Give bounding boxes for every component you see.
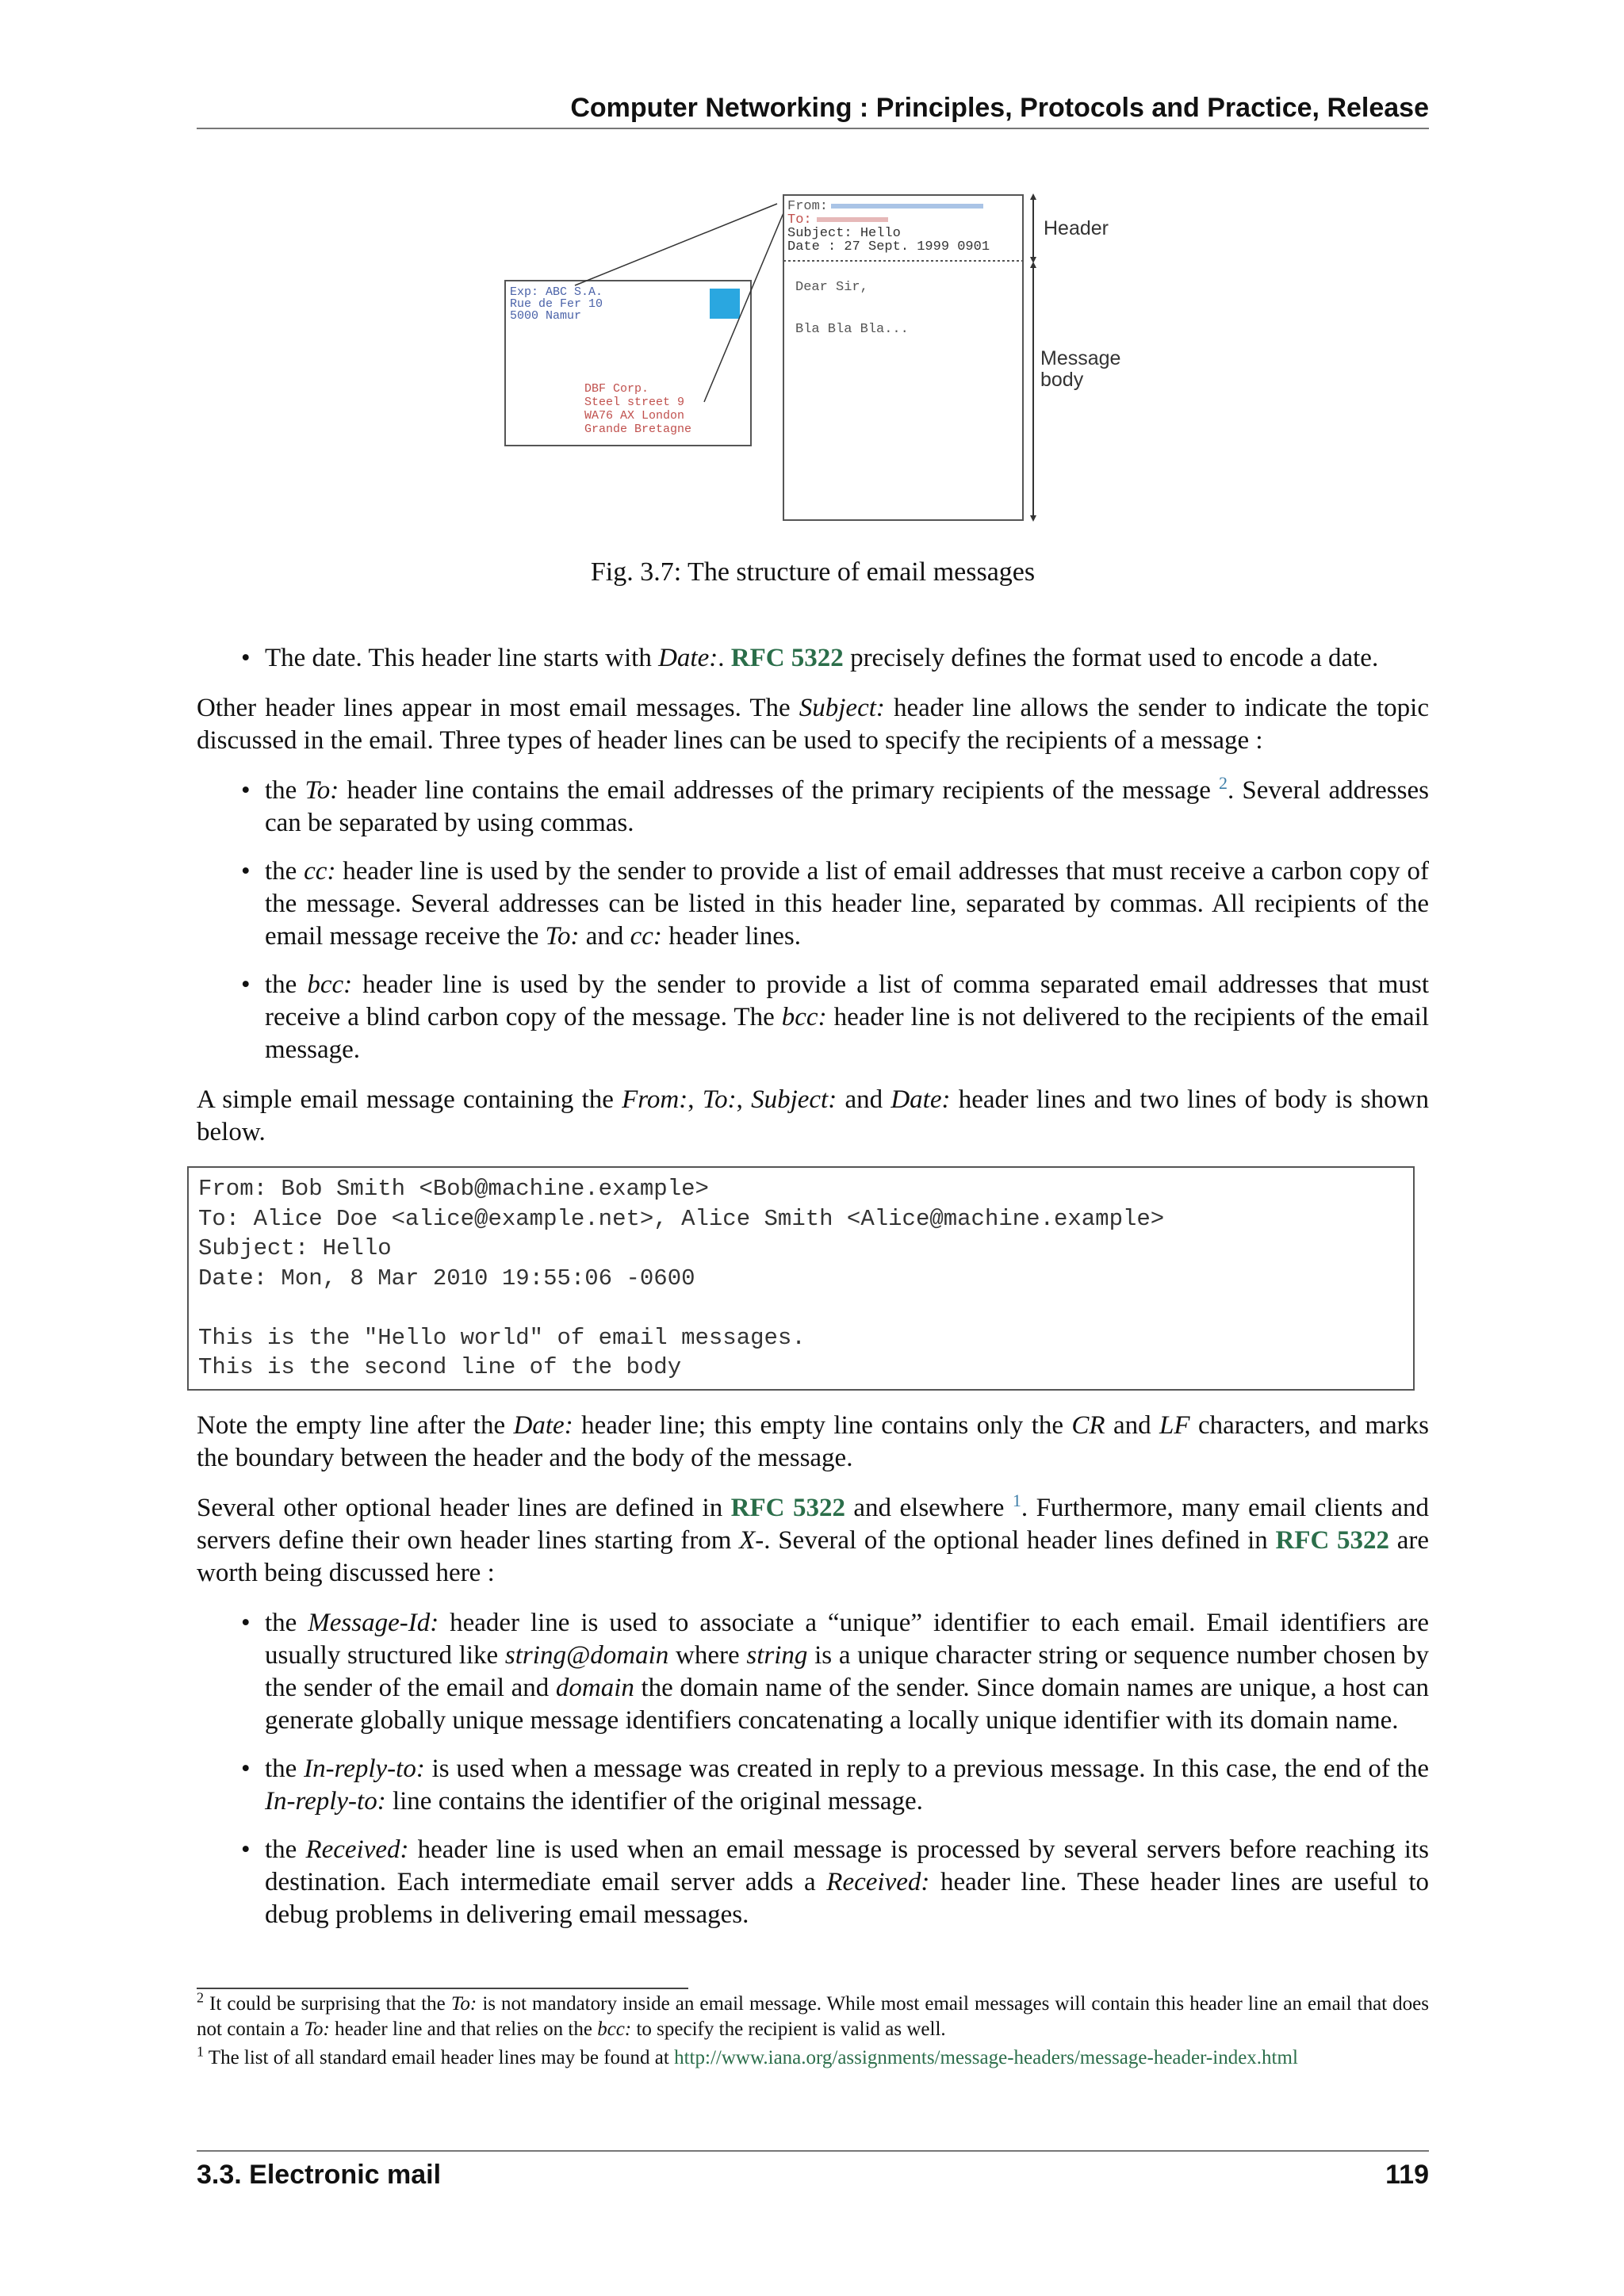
paragraph: Several other optional header lines are defined in RFC 5322 and elsewhere $^1$. Furthermore, many email clients and servers define their own header lines starting from X-. Several of the optional header lines defined in RFC 5322 are worth being discussed here : [197,1490,1429,1587]
bullet-list [197,1607,1429,1931]
paragraph: A simple email message containing the From:, To:, Subject: and Date: header lines and two lines of body is shown below. [197,1085,1430,1146]
code-line: Date: Mon, 8 Mar 2010 19:55:06 -0600 [198,1265,695,1292]
email-header-line: From: [787,199,829,214]
main-content [197,642,1429,1949]
running-header: Computer Networking : Principles, Protocols and Practice, Release [570,93,1429,123]
bullet-list [197,642,1429,675]
header-rule [197,128,1429,129]
list-item: • the To: header line contains the email addresses of the primary recipients of the message $^2$. Several addresses can be separated by using commas. [265,775,1429,840]
code-block [187,1166,1415,1391]
footnote-ref[interactable]: 2 [1219,773,1228,793]
figure-svg [500,192,1134,525]
recipient-line: WA76 AX London [584,409,685,423]
code-line: To: Alice Doe <alice@example.net>, Alice Smith <Alice@machine.example> [198,1205,1165,1232]
arrow-icon [1030,515,1036,522]
email-body-line: Bla Bla Bla... [795,322,909,337]
sender-line: 5000 Namur [510,309,582,323]
connector-line [575,204,777,285]
email-structure-figure [500,192,1134,525]
rfc-link[interactable]: RFC 5322 [730,1493,845,1522]
header-label: Header [1044,217,1109,239]
message-body-label: body [1040,369,1084,391]
footer-rule [197,2150,1429,2152]
email-header-line: Date : 27 Sept. 1999 0901 [787,239,990,254]
code-line [198,1293,1413,1323]
code-line: Subject: Hello [198,1235,392,1261]
paragraph: Note the empty line after the Date: header line; this empty line contains only the CR and LF characters, and marks the boundary between the header and the body of the message. [197,1410,1429,1472]
stamp [710,289,740,319]
arrow-icon [1030,193,1036,200]
email-header-line: Subject: Hello [787,226,901,241]
code-line: From: Bob Smith <Bob@machine.example> [198,1176,709,1202]
sender-line: Exp: ABC S.A. [510,285,603,299]
iana-link[interactable]: http://www.iana.org/assignments/message-headers/message-header-index.html [674,2047,1298,2068]
code-line: This is the "Hello world" of email messages. [198,1324,806,1351]
running-footer [197,2156,1429,2193]
footnote-2: $^2$ It could be surprising that the To: is not mandatory inside an email message. While most email messages will contain this header line an email that does not contain a To: header line and that relies on the bcc: to specify the recipient is valid as well. [197,1989,1429,2040]
list-item: • The date. This header line starts with Date:. RFC 5322 precisely defines the format used to encode a date. [265,642,1429,675]
email-header-line: To: [787,212,812,228]
sender-line: Rue de Fer 10 [510,297,603,311]
recipient-line: Grande Bretagne [584,423,692,436]
rfc-link[interactable]: RFC 5322 [730,644,844,672]
section-title: 3.3. Electronic mail [197,2160,442,2190]
list-item: • the Received: header line is used when an email message is processed by several servers before reaching its destination. Each intermediate email server adds a Received: header line. These header lines are useful to debug problems in delivering email messages. [265,1834,1429,1931]
list-item: • the cc: header line is used by the sender to provide a list of email addresses that must receive a carbon copy of the message. Several addresses can be listed in this header line, separated by commas. All recipients of the email message receive the To: and cc: header lines. [265,855,1429,953]
list-item: • the Message-Id: header line is used to associate a “unique” identifier to each email. Email identifiers are usually structured like string@domain where string is a unique character string or sequence number chosen by the sender of the email and domain the domain name of the sender. Since domain names are unique, a host can generate globally unique message identifiers concatenating a locally unique identifier with its domain name. [265,1607,1429,1737]
rfc-link[interactable]: RFC 5322 [1275,1525,1390,1555]
recipient-line: Steel street 9 [584,396,685,409]
footnote-rule [197,1988,688,1989]
list-item: • the bcc: header line is used by the sender to provide a list of comma separated email addresses that must receive a blind carbon copy of the message. The bcc: header line is not delivered to the recipients of the email message. [265,969,1429,1066]
footnote-ref[interactable]: 1 [1012,1490,1021,1510]
footnote-1: $^1$ The list of all standard email header lines may be found at http://www.iana.org/assignments/message-headers/message-header-index.html [197,2043,1298,2068]
list-item: • the In-reply-to: is used when a message was created in reply to a previous message. In this case, the end of the In-reply-to: line contains the identifier of the original message. [265,1753,1429,1818]
paragraph: Other header lines appear in most email messages. The Subject: header line allows the sender to indicate the topic discussed in the email. Three types of header lines can be used to specify the recipients of a message : [197,694,1429,755]
arrow-icon [1030,262,1036,268]
code-line: This is the second line of the body [198,1354,682,1380]
message-body-label: Message [1040,347,1121,369]
page-number: 119 [1385,2160,1429,2190]
figure-caption: Fig. 3.7: The structure of email messages [590,557,1036,587]
email-body-line: Dear Sir, [795,280,868,295]
recipient-line: DBF Corp. [584,382,649,396]
bullet-list [197,775,1429,1066]
footnotes [197,1989,1429,2074]
